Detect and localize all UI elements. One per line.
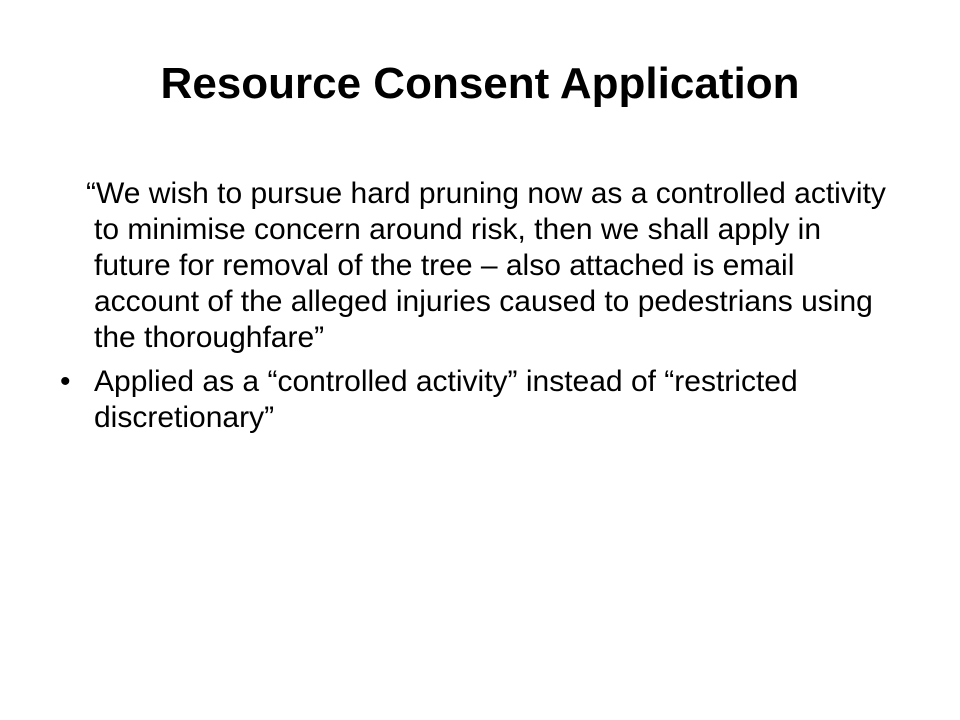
bullet-text: Applied as a “controlled activity” instead of “restricted discretionary”	[94, 365, 798, 434]
bullet-marker: •	[60, 365, 71, 398]
slide-title: Resource Consent Application	[160, 59, 800, 108]
slide-body	[60, 176, 900, 436]
bullet-item	[60, 364, 900, 436]
quote-paragraph: “We wish to pursue hard pruning now as a controlled activity to minimise concern around risk, then we shall apply in future for removal of the tree – also attached is email account of the alleged injuries caused to pedestrians using the thoroughfare”	[86, 177, 886, 354]
